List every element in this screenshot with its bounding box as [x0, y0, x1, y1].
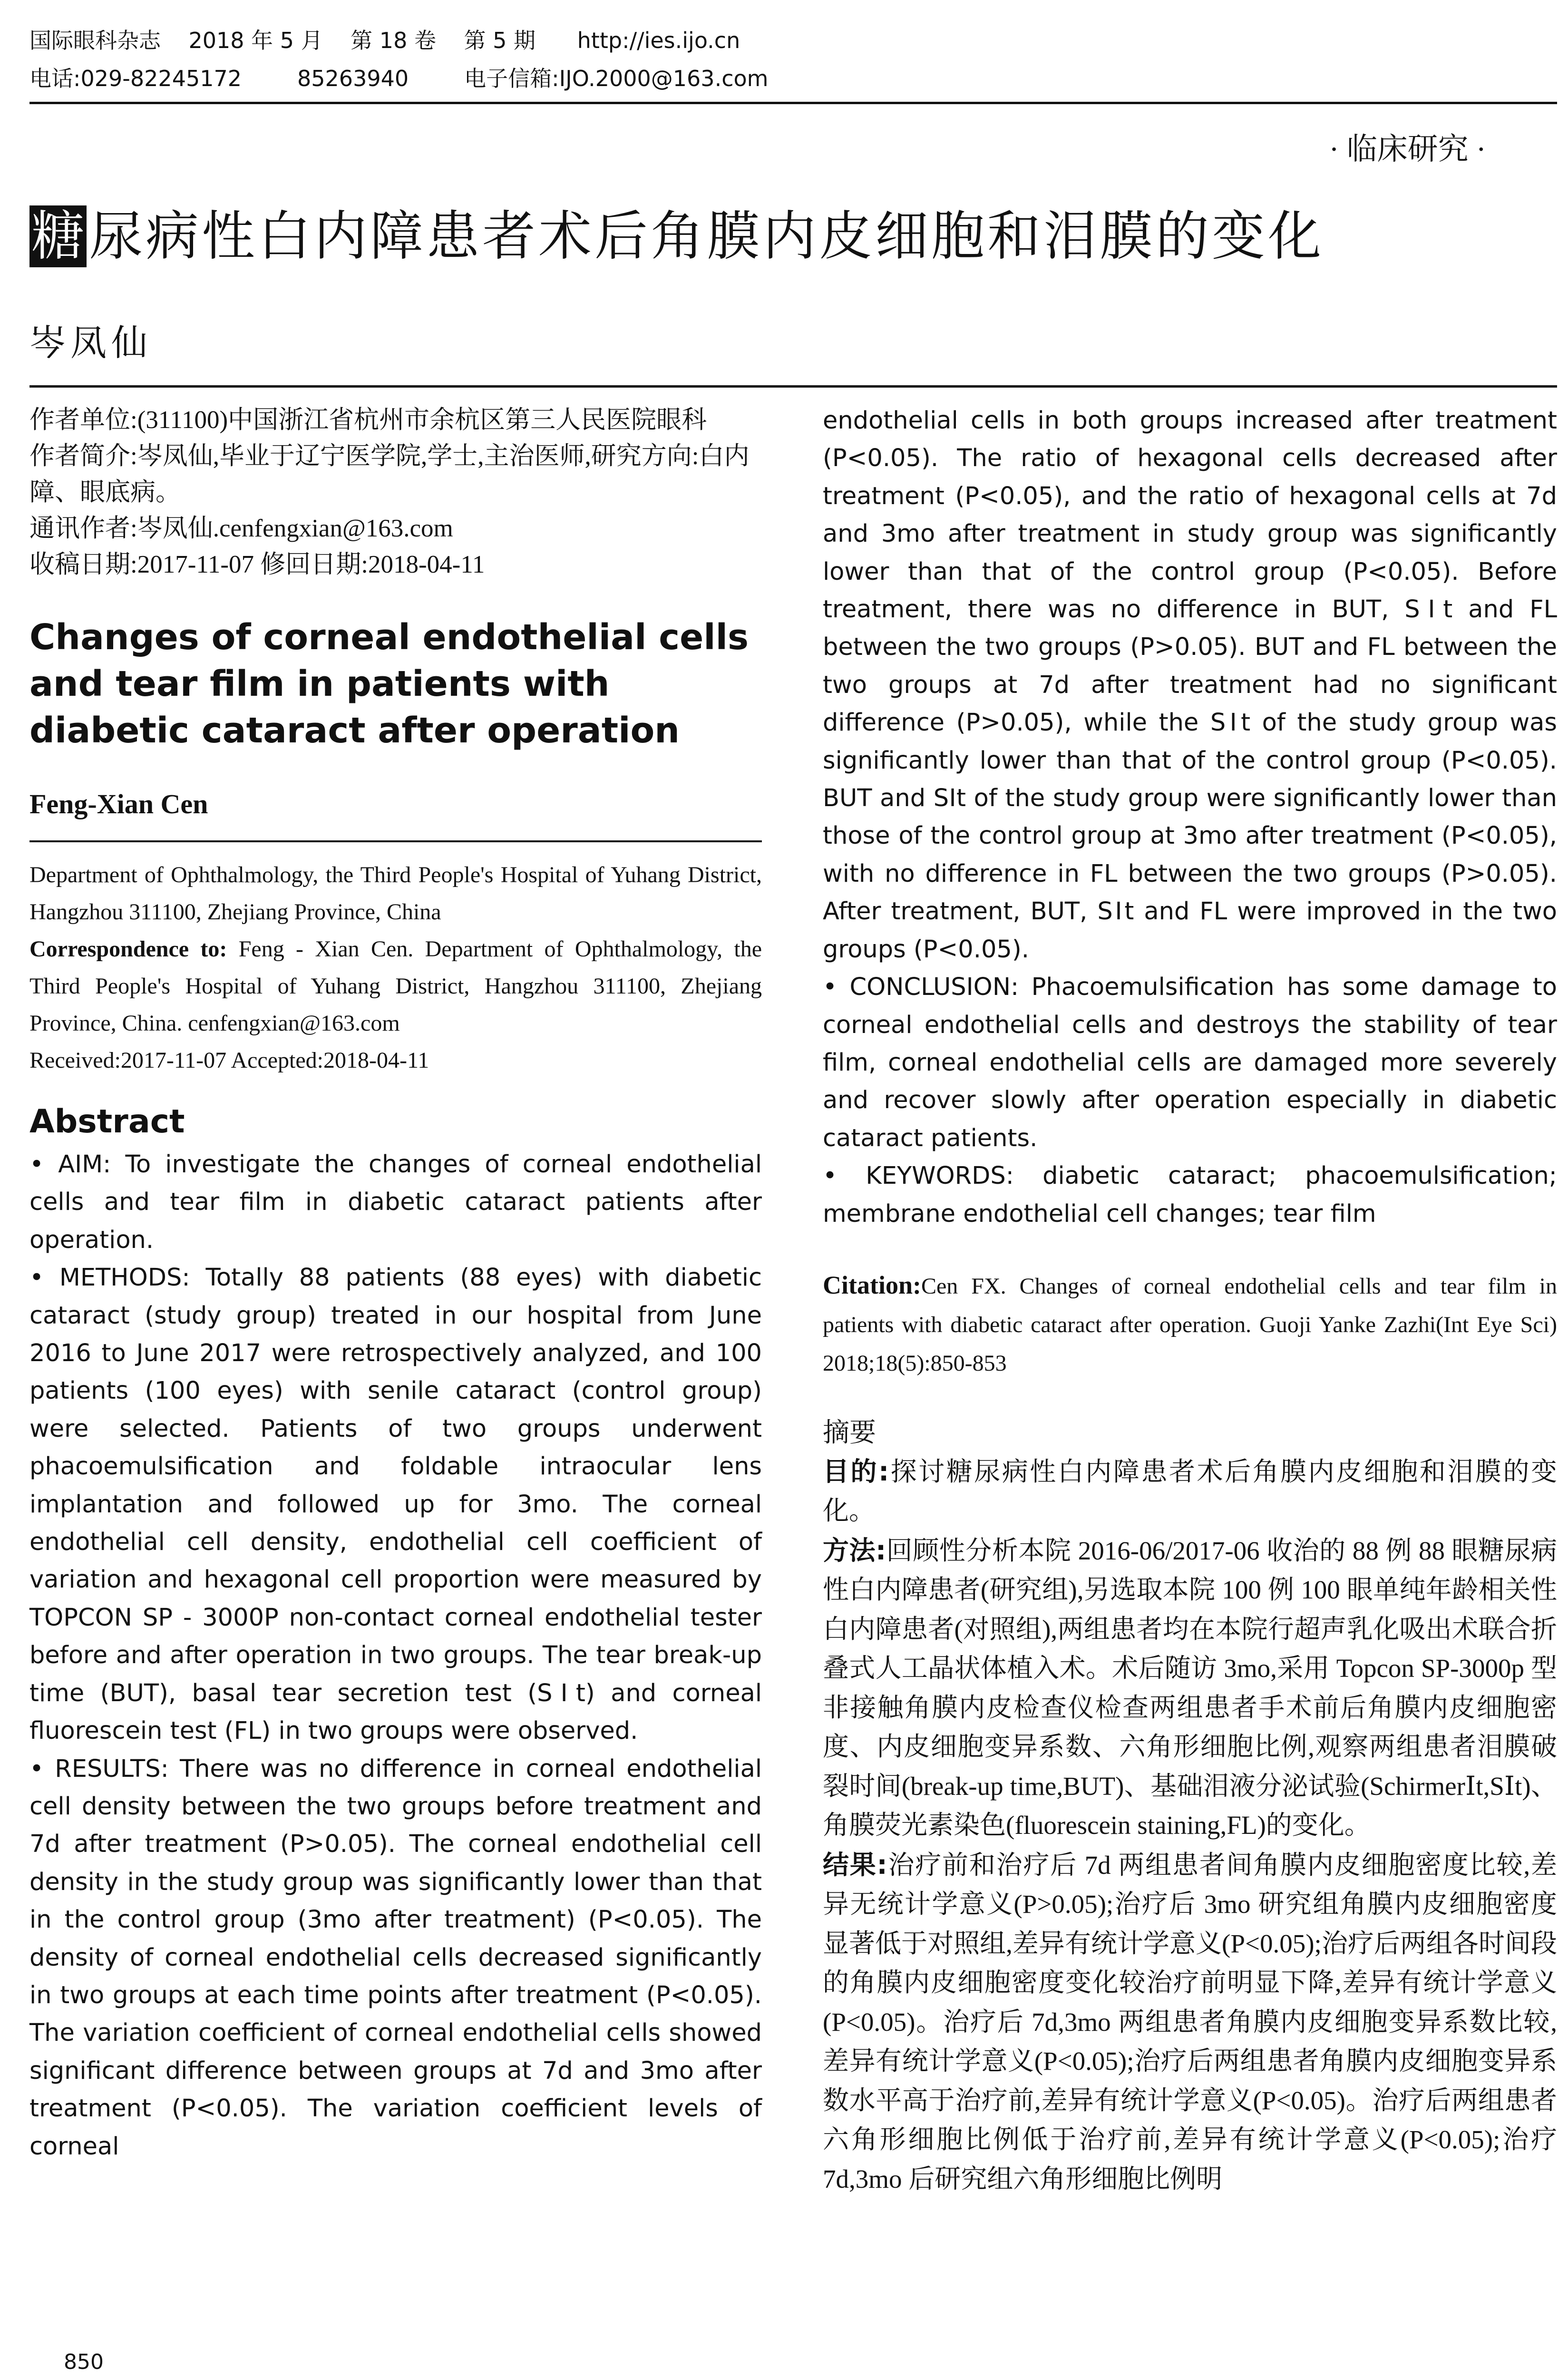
- zh-methods: [823, 1531, 1557, 1845]
- citation-label: Citation:: [823, 1270, 921, 1299]
- journal-header-line2: 电话:029-82245172 85263940 电子信箱:IJO.2000@163.com: [29, 66, 769, 91]
- page-number: 850: [64, 2350, 104, 2374]
- zh-methods-text: 回顾性分析本院 2016-06/2017-06 收治的 88 例 88 眼糖尿病性白内障患者(研究组),另选取本院 100 例 100 眼单纯年龄相关性白内障患者(对照组),两组患者均在本院行超声乳化吸出术联合折叠式人工晶状体植入术。术后随访 3mo,采用 Topcon SP-3000p 型非接触角膜内皮检查仪检查两组患者手术前后角膜内皮细胞密度、内皮细胞变异系数、六角形细胞比例,观察两组患者泪膜破裂时间(break-up time,BUT)、基础泪液分泌试验(SchirmerⅠt,SⅠt)、角膜荧光素染色(fluorescein staining,FL)的变化。: [823, 1536, 1557, 1840]
- english-title: Changes of corneal endothelial cells and tear film in patients with diabetic cataract after operation: [29, 617, 749, 751]
- department-en: Department of Ophthalmology, the Third People's Hospital of Yuhang District, Hangzhou 311100, Zhejiang Province, China: [29, 862, 762, 925]
- zh-results: [823, 1845, 1557, 2199]
- zh-aim: [823, 1452, 1557, 1531]
- affiliation-rule: [29, 840, 762, 842]
- zh-methods-label: 方法:: [823, 1535, 886, 1566]
- title-text: 尿病性白内障患者术后角膜内皮细胞和泪膜的变化: [89, 205, 1324, 267]
- dates-en: Received:2017-11-07 Accepted:2018-04-11: [29, 1048, 429, 1073]
- title-first-char: 糖: [29, 205, 87, 267]
- abstract-results-cont: endothelial cells in both groups increased after treatment (P<0.05). The ratio of hexagonal cells decreased after treatment (P<0.05), and the ratio of hexagonal cells at 7d and 3mo after treatment in study group was significantly lower than that of the control group (P<0.05). Before treatment, there was no difference in BUT, SⅠt and FL between the two groups (P>0.05). BUT and FL between the two groups at 7d after treatment had no significant difference (P>0.05), while the SⅠt of the study group was significantly lower than that of the control group (P<0.05). BUT and SⅠt of the study group were significantly lower than those of the control group at 3mo after treatment (P<0.05), with no difference in FL between the two groups (P>0.05). After treatment, BUT, SⅠt and FL were improved in the two groups (P<0.05).: [823, 407, 1557, 964]
- section-tag: · 临床研究 ·: [1329, 132, 1486, 166]
- author-bio-cn: 作者简介:岑凤仙,毕业于辽宁医学院,学士,主治医师,研究方向:白内障、眼底病。: [29, 442, 750, 506]
- zh-aim-label: 目的:: [823, 1456, 889, 1487]
- affiliation-cn: 作者单位:(311100)中国浙江省杭州市余杭区第三人民医院眼科: [29, 406, 707, 434]
- title-rule: [29, 385, 1557, 388]
- journal-header-line1: 国际眼科杂志 2018 年 5 月 第 18 卷 第 5 期 http://ies.ijo.cn: [29, 28, 740, 53]
- abstract-aim: • AIM: To investigate the changes of corneal endothelial cells and tear film in diabetic cataract patients after operation.: [29, 1150, 762, 1254]
- article-title: [29, 205, 1324, 267]
- correspondence-en: [29, 931, 762, 1042]
- abstract-heading: Abstract: [29, 1103, 185, 1140]
- dates-cn: 收稿日期:2017-11-07 修回日期:2018-04-11: [29, 551, 485, 578]
- author-info-cn: [29, 402, 762, 583]
- correspondence-text: Feng - Xian Cen. Department of Ophthalmology, the Third People's Hospital of Yuhang District, Hangzhou 311100, Zhejiang Province, China. cenfengxian@163.com: [29, 936, 762, 1036]
- zh-abstract-heading: 摘要: [823, 1417, 876, 1448]
- citation: [823, 1266, 1557, 1383]
- header-rule: [29, 102, 1557, 104]
- abstract-conclusion: • CONCLUSION: Phacoemulsification has some damage to corneal endothelial cells and destroys the stability of tear film, corneal endothelial cells are damaged more severely and recover slowly after operation especially in diabetic cataract patients.: [823, 973, 1557, 1152]
- abstract-keywords: • KEYWORDS: diabetic cataract; phacoemulsification; membrane endothelial cell changes; tear film: [823, 1162, 1557, 1228]
- english-author: Feng-Xian Cen: [29, 789, 208, 819]
- affiliation-en: [29, 857, 762, 1079]
- corresponding-author-cn: 通讯作者:岑凤仙.cenfengxian@163.com: [29, 515, 453, 542]
- right-column: [823, 402, 1557, 2199]
- author-name-cn: 岑凤仙: [29, 323, 152, 363]
- zh-aim-text: 探讨糖尿病性白内障患者术后角膜内皮细胞和泪膜的变化。: [823, 1457, 1557, 1526]
- zh-results-label: 结果:: [823, 1849, 887, 1880]
- abstract-methods: • METHODS: Totally 88 patients (88 eyes) with diabetic cataract (study group) treated in our hospital from June 2016 to June 2017 were retrospectively analyzed, and 100 patients (100 eyes) with senile cataract (control group) were selected. Patients of two groups underwent phacoemulsification and foldable intraocular lens implantation and followed up for 3mo. The corneal endothelial cell density, endothelial cell coefficient of variation and hexagonal cell proportion were measured by TOPCON SP - 3000P non-contact corneal endothelial tester before and after operation in two groups. The tear break-up time (BUT), basal tear secretion test (SⅠt) and corneal fluorescein test (FL) in two groups were observed.: [29, 1264, 762, 1745]
- zh-results-text: 治疗前和治疗后 7d 两组患者间角膜内皮细胞密度比较,差异无统计学意义(P>0.05);治疗后 3mo 研究组角膜内皮细胞密度显著低于对照组,差异有统计学意义(P<0.05);治疗后两组各时间段的角膜内皮细胞密度变化较治疗前明显下降,差异有统计学意义(P<0.05)。治疗后 7d,3mo 两组患者角膜内皮细胞变异系数比较,差异有统计学意义(P<0.05);治疗后两组患者角膜内皮细胞变异系数水平高于治疗前,差异有统计学意义(P<0.05)。治疗后两组患者六角形细胞比例低于治疗前,差异有统计学意义(P<0.05);治疗 7d,3mo 后研究组六角形细胞比例明: [823, 1850, 1557, 2193]
- left-column: [29, 402, 762, 2165]
- abstract-results: • RESULTS: There was no difference in corneal endothelial cell density between the two groups before treatment and 7d after treatment (P>0.05). The corneal endothelial cell density in the study group was significantly lower than that in the control group (3mo after treatment) (P<0.05). The density of corneal endothelial cells decreased significantly in two groups at each time points after treatment (P<0.05). The variation coefficient of corneal endothelial cells showed significant difference between groups at 7d and 3mo after treatment (P<0.05). The variation coefficient levels of corneal: [29, 1754, 762, 2161]
- correspondence-label: Correspondence to:: [29, 936, 227, 962]
- citation-text: Cen FX. Changes of corneal endothelial cells and tear film in patients with diabetic cataract after operation. Guoji Yanke Zazhi(Int Eye Sci) 2018;18(5):850-853: [823, 1273, 1557, 1376]
